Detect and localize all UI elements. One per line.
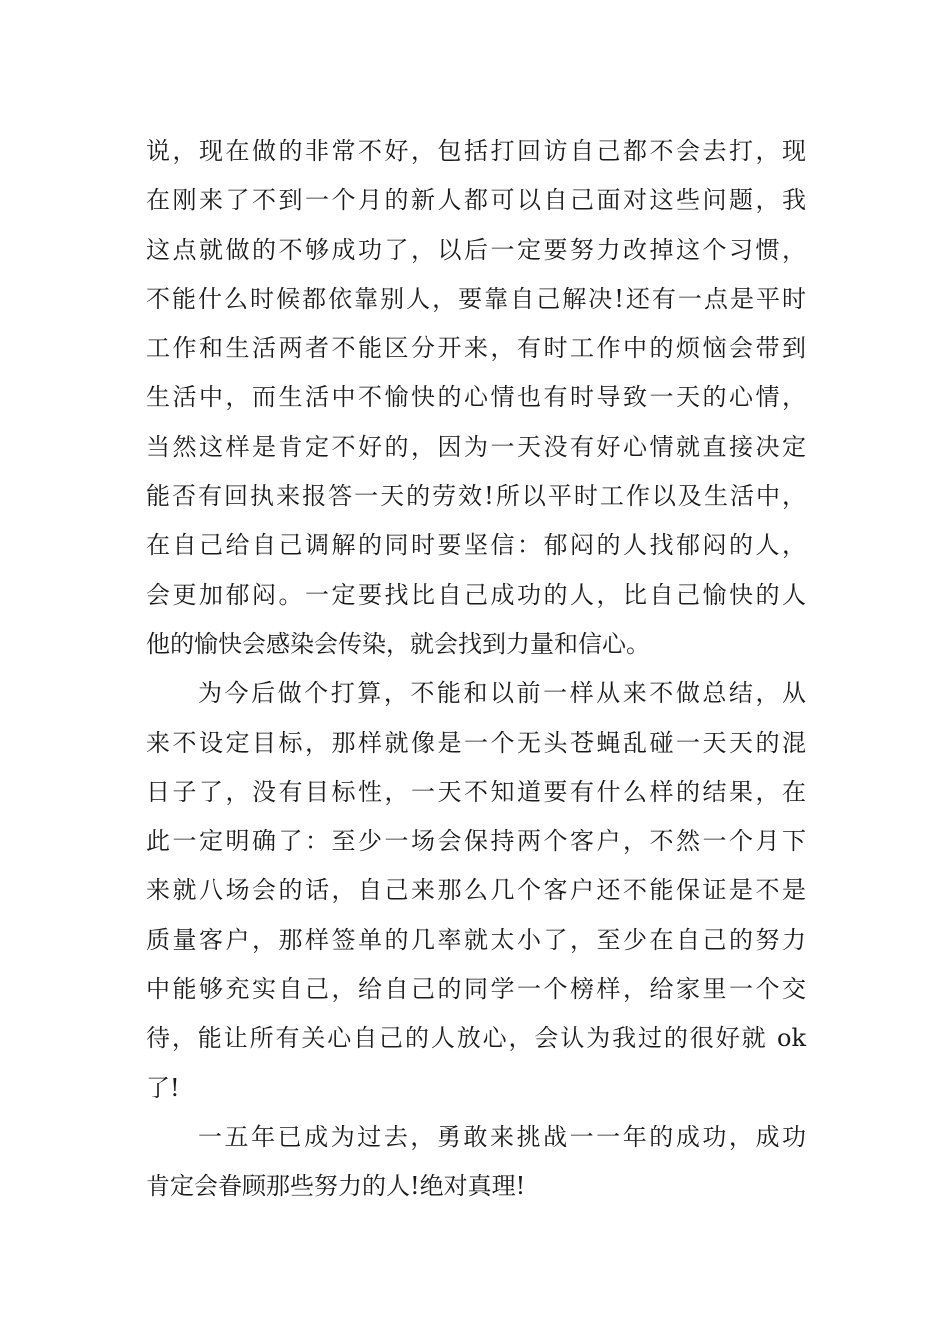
text-line: 在自己给自己调解的同时要坚信：郁闷的人找郁闷的人， [146,531,806,560]
text-line: 待，能让所有关心自己的人放心，会认为我过的很好就 ok [146,1024,806,1053]
text-line: 能否有回执来报答一天的劳效!所以平时工作以及生活中， [146,482,806,511]
text-line: 说，现在做的非常不好，包括打回访自己都不会去打，现 [146,137,806,165]
text-line: 这点就做的不够成功了，以后一定要努力改掉这个习惯， [146,235,806,264]
text-line: 他的愉快会感染会传染，就会找到力量和信心。 [146,629,650,658]
text-line: 此一定明确了：至少一场会保持两个客户，不然一个月下 [146,827,806,856]
text-line: 质量客户，那样签单的几率就太小了，至少在自己的努力 [146,925,806,954]
text-line: 生活中，而生活中不愉快的心情也有时导致一天的心情， [146,383,806,412]
text-line: 来就八场会的话，自己来那么几个客户还不能保证是不是 [146,876,806,905]
text-line: 了! [146,1073,180,1102]
text-line: 会更加郁闷。一定要找比自己成功的人，比自己愉快的人 [146,580,806,609]
paragraph-first-line: 为今后做个打算，不能和以前一样从来不做总结，从 [198,679,806,708]
text-line: 中能够充实自己，给自己的同学一个榜样，给家里一个交 [146,975,806,1004]
document-body [146,127,806,1212]
text-line: 在刚来了不到一个月的新人都可以自己面对这些问题，我 [146,186,806,215]
text-line: 不能什么时候都依靠别人，要靠自己解决!还有一点是平时 [146,284,806,313]
text-line: 来不设定目标，那样就像是一个无头苍蝇乱碰一天天的混 [146,728,806,757]
text-line: 当然这样是肯定不好的，因为一天没有好心情就直接决定 [146,432,806,461]
paragraph-first-line: 一五年已成为过去，勇敢来挑战一一年的成功，成功 [198,1122,806,1151]
text-line: 日子了，没有目标性，一天不知道要有什么样的结果，在 [146,777,806,806]
text-line: 肯定会眷顾那些努力的人!绝对真理! [146,1172,526,1201]
text-line: 工作和生活两者不能区分开来，有时工作中的烦恼会带到 [146,334,806,363]
